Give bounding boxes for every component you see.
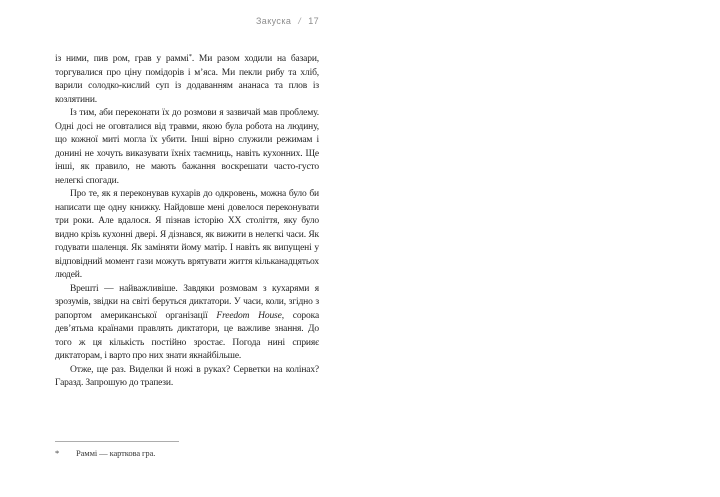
paragraph-1-text: із ними, пив ром, грав у раммі — [55, 54, 189, 64]
paragraph-2: Із тим, аби переконати їх до розмови я зазвичай мав проблему. Одні досі не оговталися від травми, якою була робота на людину, що кожної миті могла їх убити. Інші вірно служили режимам і донині не хочуть виказувати їхніх таємниць, навіть кухонних. Ще інші, як правило, не мають бажання воскрешати часто-густо нелегкі спогади. — [55, 108, 319, 186]
footnote-text: Раммі — карткова гра. — [76, 448, 156, 458]
paragraph-1 — [55, 53, 319, 107]
footnote-area — [55, 441, 319, 458]
header-separator: / — [298, 16, 302, 26]
paragraph-4-text: Врешті — найважливіше. Завдяки розмовам з кухарями я зрозумів, звідки на світі беруться диктатори. У часи, коли, згідно з рапортом американської організації — [55, 283, 319, 321]
paragraph-4-text-continued: , сорока дев’ятьма країнами правлять диктатори, це важливе знання. До того ж ця кількість постійно зростає. Погода нині сприяє диктаторам, і варто про них знати якнайбільше. — [55, 310, 320, 361]
footnote-line — [55, 448, 319, 458]
body-text-block — [55, 53, 319, 391]
footnote-rule — [55, 441, 179, 442]
paragraph-1-text-continued: . Ми разом ходили на базари, торгувалися про ціну помідорів і м’яса. Ми пекли рибу та хліб, варили солодко-кислий суп із додаванням ананаса та плов із козлятини. — [55, 54, 319, 105]
organization-name-italic: Freedom House — [216, 310, 282, 321]
chapter-title: Закуска — [255, 16, 292, 26]
running-head — [55, 16, 319, 26]
paragraph-3: Про те, як я переконував кухарів до одкровень, можна було би написати ще одну книжку. Найдовше мені довелося переконувати три роки. Але вдалося. Я пізнав історію XX століття, яку було видно крізь кухонні двері. Я дізнався, як вижити в нелегкі часи. Як годувати шаленця. Як заміняти йому матір. І навіть як випущені у відповідний момент гази можуть врятувати життя кільканадцятьох людей. — [55, 189, 319, 280]
paragraph-5: Отже, ще раз. Виделки й ножі в руках? Серветки на колінах? Гаразд. Запрошую до трапези. — [55, 364, 319, 388]
footnote-marker: * — [55, 448, 60, 458]
paragraph-4 — [55, 283, 319, 364]
page-number: 17 — [308, 16, 319, 26]
footnote-reference-asterisk: * — [188, 53, 192, 60]
